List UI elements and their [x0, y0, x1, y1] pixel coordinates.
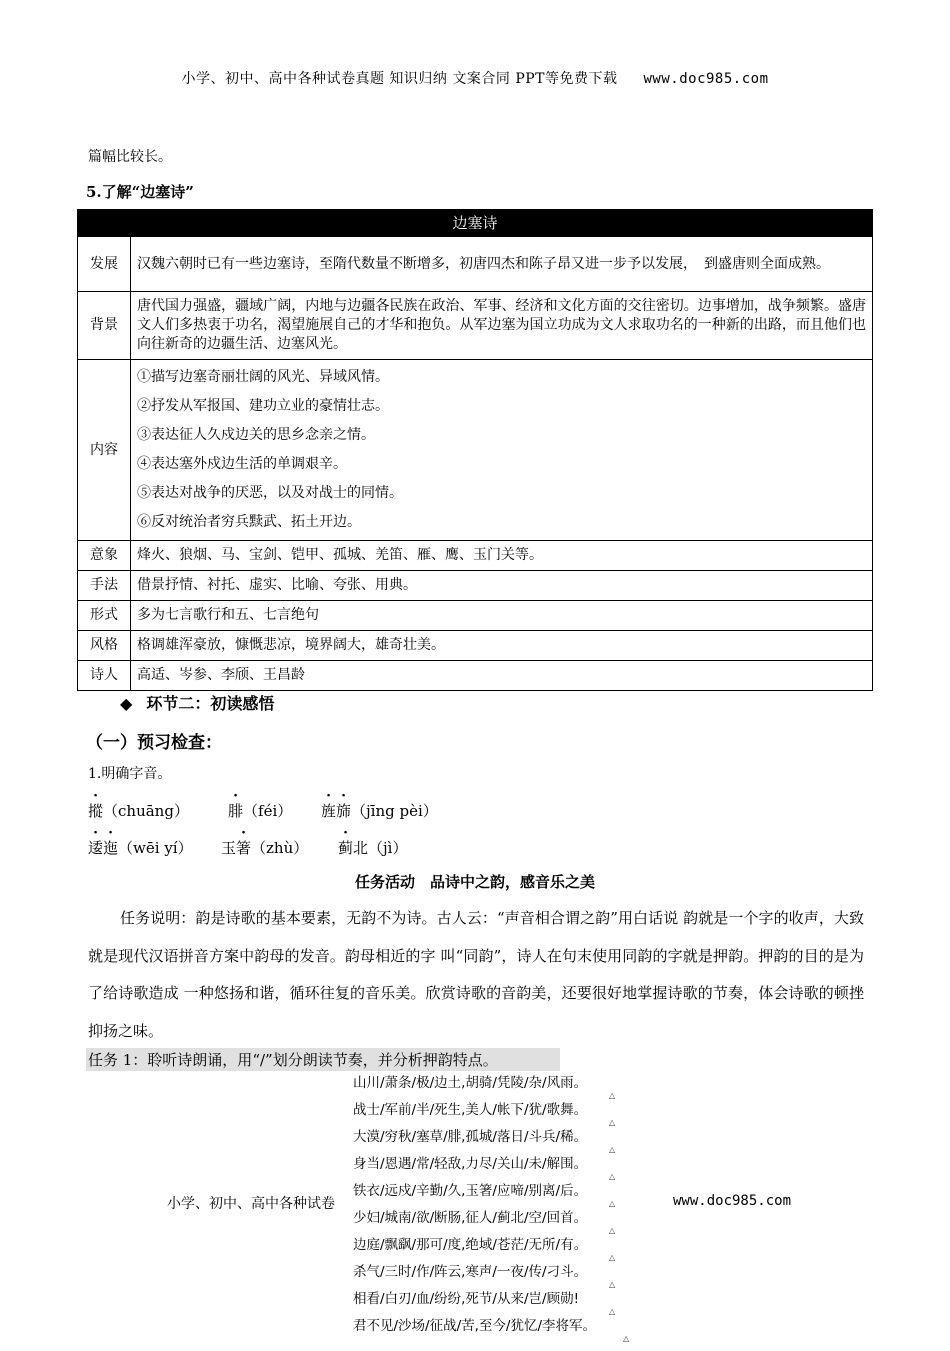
content-item: ⑥反对统治者穷兵黩武、拓土开边。 — [137, 514, 361, 530]
row-content-list — [131, 360, 873, 541]
pron-word — [88, 837, 193, 858]
row-label-development: 发展 — [78, 237, 131, 292]
dotted-char: 箸 — [236, 839, 252, 857]
row-text-poets: 高适、岑参、李颀、王昌龄 — [131, 661, 873, 691]
task1-title: 任务 1：聆听诗朗诵，用“/”划分朗读节奏，并分析押韵特点。 — [86, 1048, 560, 1071]
table-title: 边塞诗 — [78, 210, 873, 237]
dotted-char: 迤 — [103, 839, 119, 857]
section2-title: 环节二：初读感悟 — [146, 694, 275, 713]
pron-word — [338, 837, 407, 858]
pron-word — [321, 800, 438, 821]
row-label-form: 形式 — [78, 601, 131, 631]
poem-line-text: 山川/萧条/极/边土,胡骑/凭陵/杂/风雨。 — [353, 1075, 588, 1091]
poem-line-text: 大漠/穷秋/塞草/腓,孤城/落日/斗兵/稀。 — [353, 1129, 588, 1145]
header-text: 小学、初中、高中各种试卷真题 知识归纳 文案合同 PPT等免费下载 — [181, 71, 618, 87]
content-item: ③表达征人久戍边关的思乡念亲之情。 — [137, 427, 375, 443]
rhyme-mark: △ — [609, 1172, 616, 1181]
pinyin: （zhù） — [251, 839, 309, 857]
content-item: ④表达塞外戍边生活的单调艰辛。 — [137, 456, 347, 472]
header-site-link[interactable]: www.doc985.com — [643, 71, 769, 87]
poem-line — [353, 1098, 616, 1127]
pinyin: （wēi yí） — [118, 839, 193, 857]
poem-line-text: 战士/军前/半/死生,美人/帐下/犹/歌舞。 — [353, 1102, 588, 1118]
frontier-poetry-table — [77, 209, 873, 691]
poem-line — [353, 1071, 616, 1100]
dotted-char: 蓟 — [338, 839, 354, 857]
rhyme-mark: △ — [609, 1226, 616, 1235]
pron-word — [88, 800, 189, 821]
row-label-content: 内容 — [78, 360, 131, 541]
poem-line-text: 铁衣/远戍/辛勤/久,玉箸/应啼/别离/后。 — [353, 1183, 588, 1199]
content-item: ②抒发从军报国、建功立业的豪情壮志。 — [137, 398, 389, 414]
q1-title: 1.明确字音。 — [88, 766, 172, 782]
row-text-development: 汉魏六朝时已有一些边塞诗，至隋代数量不断增多，初唐四杰和陈子昂又进一步予以发展， 到盛唐则全面成熟。 — [131, 237, 873, 292]
plain-char: 北 — [353, 839, 369, 857]
pinyin: （jì） — [368, 839, 408, 857]
rhyme-mark: △ — [609, 1253, 616, 1262]
task-activity-title: 任务活动 品诗中之韵，感音乐之美 — [354, 873, 595, 891]
dotted-char: 旆 — [336, 802, 352, 820]
rhyme-mark: △ — [609, 1145, 616, 1154]
row-label-background: 背景 — [78, 292, 131, 360]
section2-heading — [120, 691, 274, 714]
content-item: ①描写边塞奇丽壮阔的风光、异域风情。 — [137, 369, 389, 385]
row-label-poets: 诗人 — [78, 661, 131, 691]
footer-text: 小学、初中、高中各种试卷 — [167, 1196, 335, 1212]
dotted-char: 摐 — [88, 802, 104, 820]
rhyme-mark: △ — [609, 1280, 616, 1289]
poem-line-text: 边庭/飘飖/那可/度,绝域/苍茫/无所/有。 — [353, 1237, 588, 1253]
row-text-form: 多为七言歌行和五、七言绝句 — [131, 601, 873, 631]
dotted-char: 腓 — [228, 802, 244, 820]
poem-line — [353, 1125, 616, 1154]
row-label-style: 风格 — [78, 631, 131, 661]
task-description: 任务说明：韵是诗歌的基本要素，无韵不为诗。古人云：“声音相合谓之韵”用白话说 韵就是一个字的收声，大致就是现代汉语拼音方案中韵母的发音。韵母相近的字 叫“同韵”，诗人在句末使用同韵的字就是押韵。押韵的目的是为了给诗歌造成 一种悠扬和谐，循环往复的音乐美。欣赏诗歌的音韵美，还要很好地掌握诗歌的节奏，体会诗歌的顿挫抑扬之味。 — [88, 909, 864, 1040]
pinyin: （chuāng） — [103, 802, 189, 820]
rhyme-mark: △ — [623, 1334, 630, 1343]
dotted-char: 逶 — [88, 839, 104, 857]
poem-line — [353, 1152, 616, 1181]
poem-line-text: 少妇/城南/欲/断肠,征人/蓟北/空/回首。 — [353, 1210, 588, 1226]
poem-line — [353, 1233, 616, 1262]
row-label-technique: 手法 — [78, 571, 131, 601]
poem-line — [353, 1260, 616, 1289]
page-header — [0, 68, 950, 88]
pron-word — [228, 800, 292, 821]
pron-word — [221, 837, 308, 858]
poem-line — [353, 1314, 630, 1343]
row-label-imagery: 意象 — [78, 541, 131, 571]
intro-line: 篇幅比较长。 — [88, 149, 172, 165]
subsection1-title: （一）预习检查： — [86, 733, 222, 753]
pinyin: （féi） — [243, 802, 293, 820]
poem-line-text: 相看/白刃/血/纷纷,死节/从来/岂/顾勋! — [353, 1291, 579, 1307]
pinyin: （jīng pèi） — [351, 802, 438, 820]
content-item: ⑤表达对战争的厌恶，以及对战士的同情。 — [137, 485, 403, 501]
rhyme-mark: △ — [609, 1091, 616, 1100]
footer-site-link[interactable]: www.doc985.com — [673, 1193, 792, 1209]
row-text-style: 格调雄浑豪放，慷慨悲凉，境界阔大，雄奇壮美。 — [131, 631, 873, 661]
row-text-imagery: 烽火、狼烟、马、宝剑、铠甲、孤城、羌笛、雁、鹰、玉门关等。 — [131, 541, 873, 571]
diamond-icon: ◆ — [120, 694, 133, 713]
page-footer — [167, 1193, 867, 1213]
section5-title: 5.了解“边塞诗” — [86, 183, 194, 201]
row-text-technique: 借景抒情、衬托、虚实、比喻、夸张、用典。 — [131, 571, 873, 601]
rhyme-mark: △ — [609, 1307, 616, 1316]
rhyme-mark: △ — [609, 1118, 616, 1127]
poem-line-text: 君不见/沙场/征战/苦,至今/犹忆/李将军。 — [353, 1318, 597, 1334]
poem-line-text: 身当/恩遇/常/轻敌,力尽/关山/未/解围。 — [353, 1156, 588, 1172]
dotted-char: 旌 — [321, 802, 337, 820]
rhyme-mark: △ — [609, 1199, 616, 1208]
plain-char: 玉 — [221, 839, 237, 857]
row-text-background: 唐代国力强盛，疆域广阔，内地与边疆各民族在政治、军事、经济和文化方面的交往密切。边事增加，战争频繁。盛唐文人们多热衷于功名，渴望施展自己的才华和抱负。从军边塞为国立功成为文人求取功名的一种新的出路，而且他们也向往新奇的边疆生活、边塞风光。 — [131, 292, 873, 360]
poem-line — [353, 1287, 616, 1316]
poem-line-text: 杀气/三时/作/阵云,寒声/一夜/传/刁斗。 — [353, 1264, 588, 1280]
